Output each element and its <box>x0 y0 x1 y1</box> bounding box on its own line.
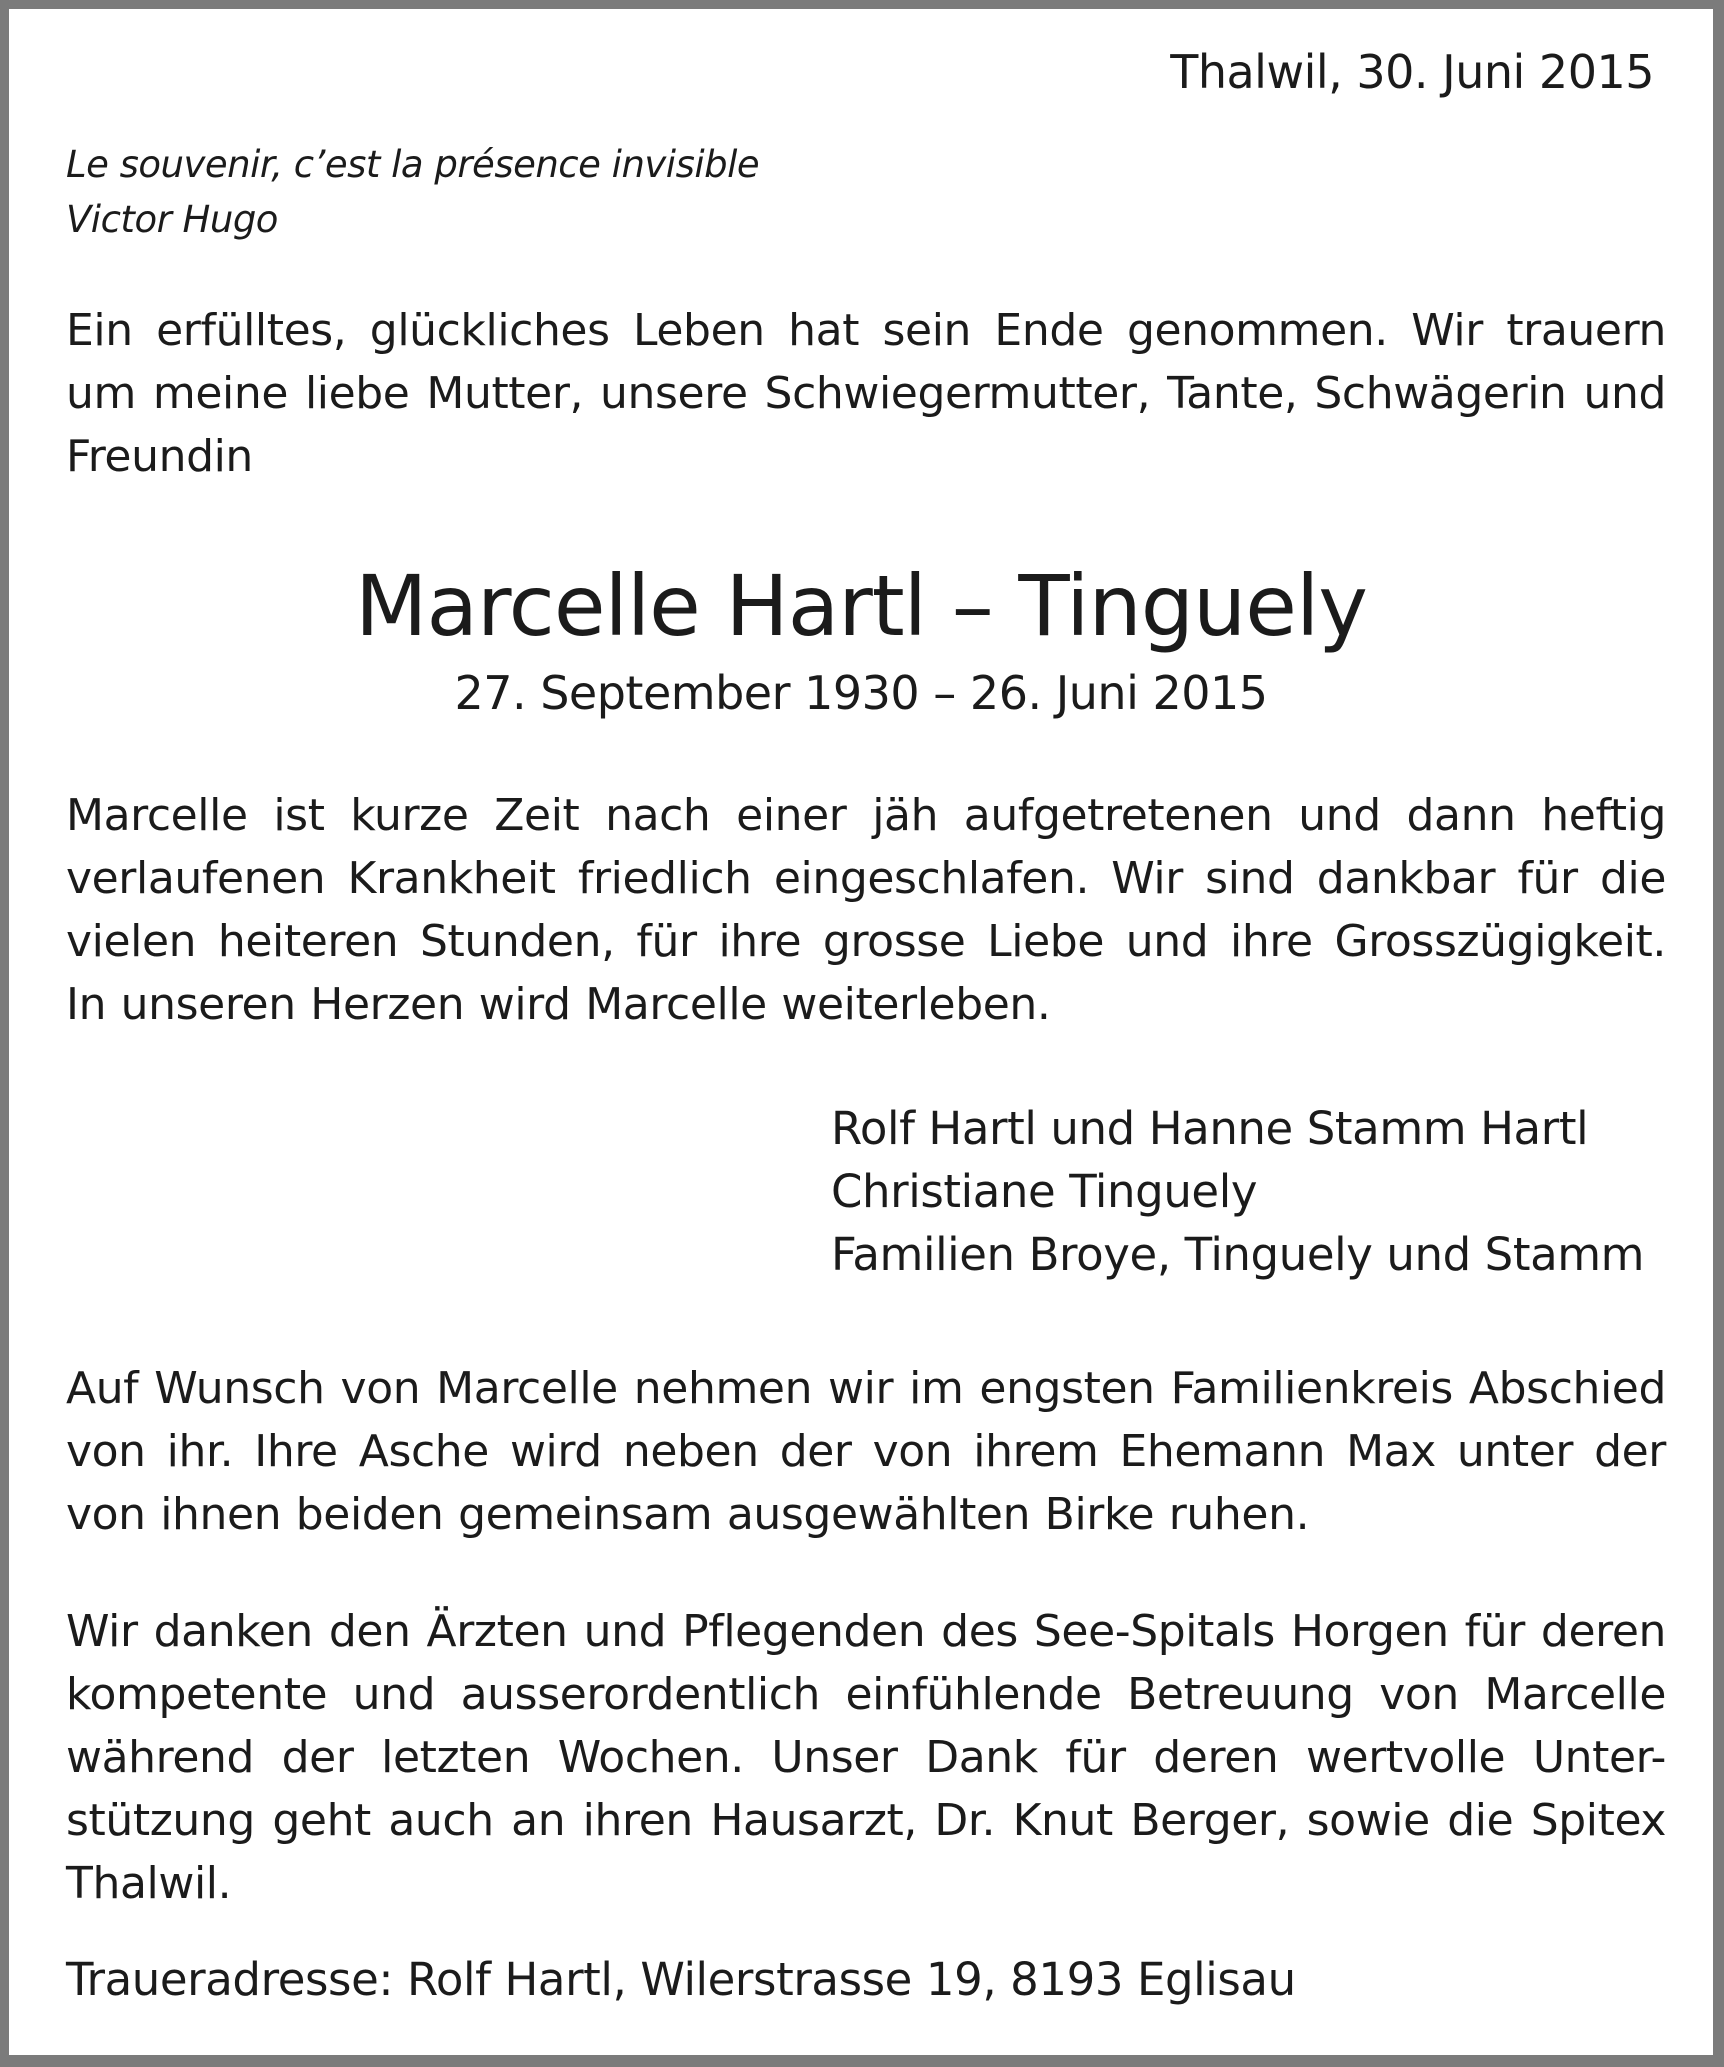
epigraph-quote: Le souvenir, c’est la présence invisible <box>66 143 760 186</box>
epigraph <box>66 137 759 247</box>
remembrance-paragraph <box>66 784 1666 1036</box>
farewell-line: Auf Wunsch von Marcelle nehmen wir im engsten Familienkreis Abschied <box>66 1363 1666 1414</box>
intro-line: um meine liebe Mutter, unsere Schwiegermutter, Tante, Schwägerin und <box>66 368 1666 419</box>
thanks-line: stützung geht auch an ihren Hausarzt, Dr. Knut Berger, sowie die Spitex <box>66 1795 1666 1846</box>
place-date: Thalwil, 30. Juni 2015 <box>1170 45 1654 99</box>
thanks-paragraph <box>66 1600 1666 1915</box>
thanks-line: kompetente und ausserordentlich einfühlende Betreuung von Marcelle <box>66 1669 1666 1720</box>
obituary-notice <box>9 9 1713 2055</box>
remembrance-line: verlaufenen Krankheit friedlich eingeschlafen. Wir sind dankbar für die <box>66 853 1666 904</box>
remembrance-line: Marcelle ist kurze Zeit nach einer jäh aufgetretenen und dann heftig <box>66 790 1666 841</box>
signatory: Familien Broye, Tinguely und Stamm <box>831 1228 1645 1281</box>
signatory: Christiane Tinguely <box>831 1165 1258 1218</box>
epigraph-author: Victor Hugo <box>66 198 278 241</box>
signatory: Rolf Hartl und Hanne Stamm Hartl <box>831 1102 1589 1155</box>
intro-line: Ein erfülltes, glückliches Leben hat sein Ende genommen. Wir trauern <box>66 305 1666 356</box>
remembrance-line: vielen heiteren Stunden, für ihre grosse Liebe und ihre Grosszügigkeit. <box>66 916 1666 967</box>
life-dates: 27. September 1930 – 26. Juni 2015 <box>454 666 1268 720</box>
signatories <box>831 1097 1644 1286</box>
remembrance-line: In unseren Herzen wird Marcelle weiterleben. <box>66 979 1051 1030</box>
intro-line: Freundin <box>66 431 253 482</box>
farewell-paragraph <box>66 1357 1666 1546</box>
deceased-name: Marcelle Hartl – Tinguely <box>355 557 1367 655</box>
thanks-line: Thalwil. <box>66 1858 232 1909</box>
thanks-line: während der letzten Wochen. Unser Dank für deren wertvolle Unter- <box>66 1732 1666 1783</box>
farewell-line: von ihnen beiden gemeinsam ausgewählten Birke ruhen. <box>66 1489 1310 1540</box>
mourning-address: Traueradresse: Rolf Hartl, Wilerstrasse 19, 8193 Eglisau <box>66 1953 1296 2006</box>
farewell-line: von ihr. Ihre Asche wird neben der von ihrem Ehemann Max unter der <box>66 1426 1666 1477</box>
intro-paragraph <box>66 299 1666 488</box>
thanks-line: Wir danken den Ärzten und Pflegenden des See-Spitals Horgen für deren <box>66 1606 1666 1657</box>
